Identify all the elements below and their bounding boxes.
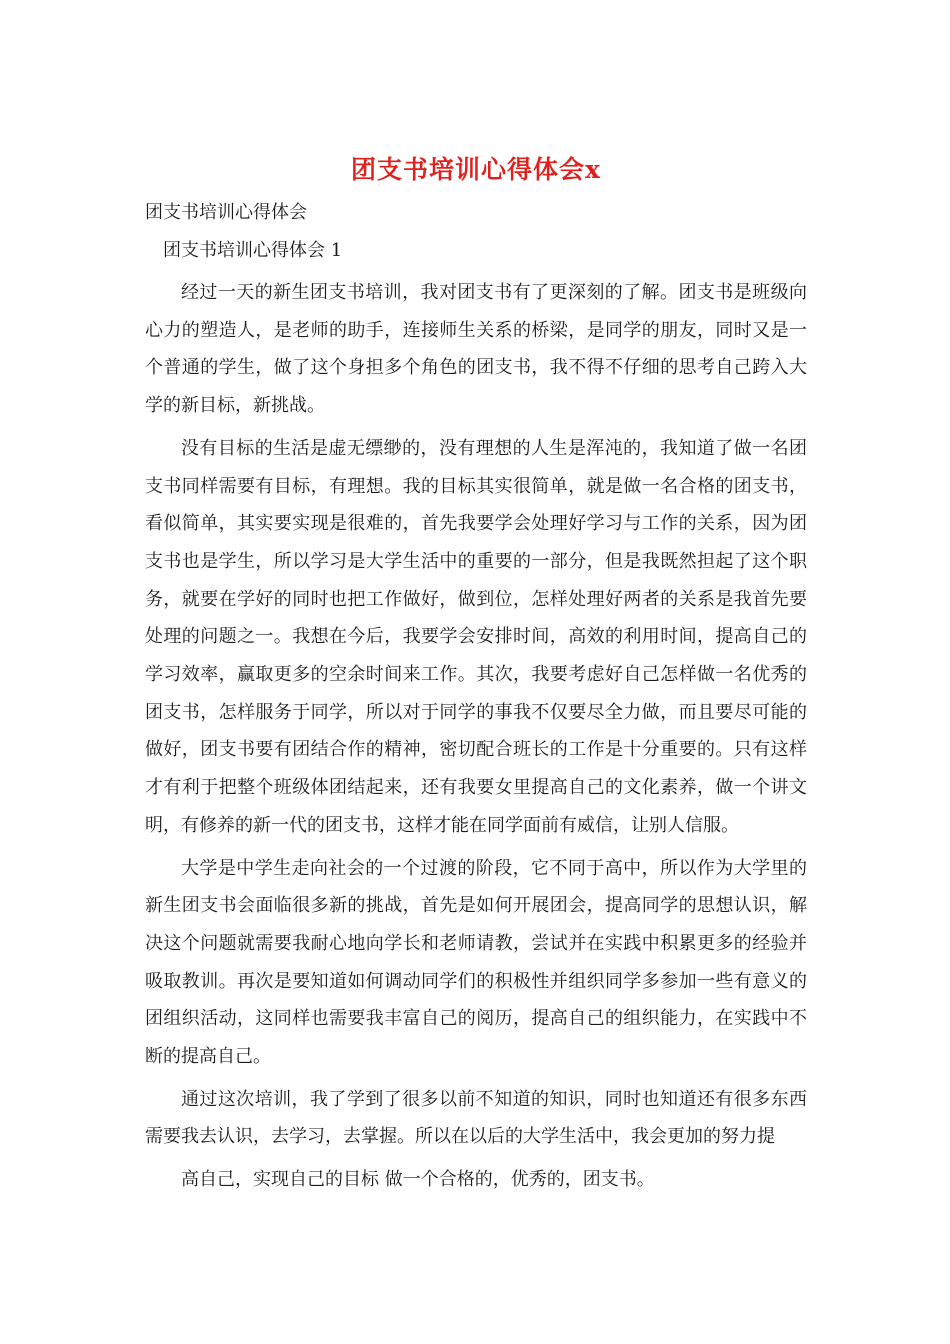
paragraph-1: 经过一天的新生团支书培训，我对团支书有了更深刻的了解。团支书是班级向心力的塑造人，是老师的助手，连接师生关系的桥梁，是同学的朋友，同时又是一个普通的学生，做了这个身担多个角色的团支书，我不得不仔细的思考自己跨入大学的新目标，新挑战。 [145,282,807,417]
paragraph-4: 通过这次培训，我了学到了很多以前不知道的知识，同时也知道还有很多东西需要我去认识，去学习，去掌握。所以在以后的大学生活中，我会更加的努力提 [145,1088,807,1148]
document-subtitle: 团支书培训心得体会 [145,202,307,223]
paragraph-5: 高自己，实现自己的目标 做一个合格的，优秀的，团支书。 [181,1169,655,1191]
paragraph-3: 大学是中学生走向社会的一个过渡的阶段，它不同于高中，所以作为大学里的新生团支书会面临很多新的挑战，首先是如何开展团会，提高同学的思想认识，解决这个问题就需要我耐心地向学长和老师请教，尝试并在实践中积累更多的经验并吸取教训。再次是要知道如何调动同学们的积极性并组织同学多参加一些有意义的团组织活动，这同样也需要我丰富自己的阅历，提高自己的组织能力，在实践中不断的提高自己。 [145,857,807,1068]
section-heading: 团支书培训心得体会 1 [145,240,343,261]
document-title: 团支书培训心得体会x [351,155,601,184]
paragraph-2: 没有目标的生活是虚无缥缈的，没有理想的人生是浑沌的，我知道了做一名团支书同样需要有目标，有理想。我的目标其实很简单，就是做一名合格的团支书，看似简单，其实要实现是很难的，首先我要学会处理好学习与工作的关系，因为团支书也是学生，所以学习是大学生活中的重要的一部分，但是我既然担起了这个职务，就要在学好的同时也把工作做好，做到位，怎样处理好两者的关系是我首先要处理的问题之一。我想在今后，我要学会安排时间，高效的利用时间，提高自己的学习效率，赢取更多的空余时间来工作。其次，我要考虑好自己怎样做一名优秀的团支书，怎样服务于同学，所以对于同学的事我不仅要尽全力做，而且要尽可能的做好，团支书要有团结合作的精神，密切配合班长的工作是十分重要的。只有这样才有利于把整个班级体团结起来，还有我要女里提高自己的文化素养，做一个讲文明，有修养的新一代的团支书，这样才能在同学面前有威信，让别人信服。 [145,437,807,836]
document-page [145,150,807,1204]
